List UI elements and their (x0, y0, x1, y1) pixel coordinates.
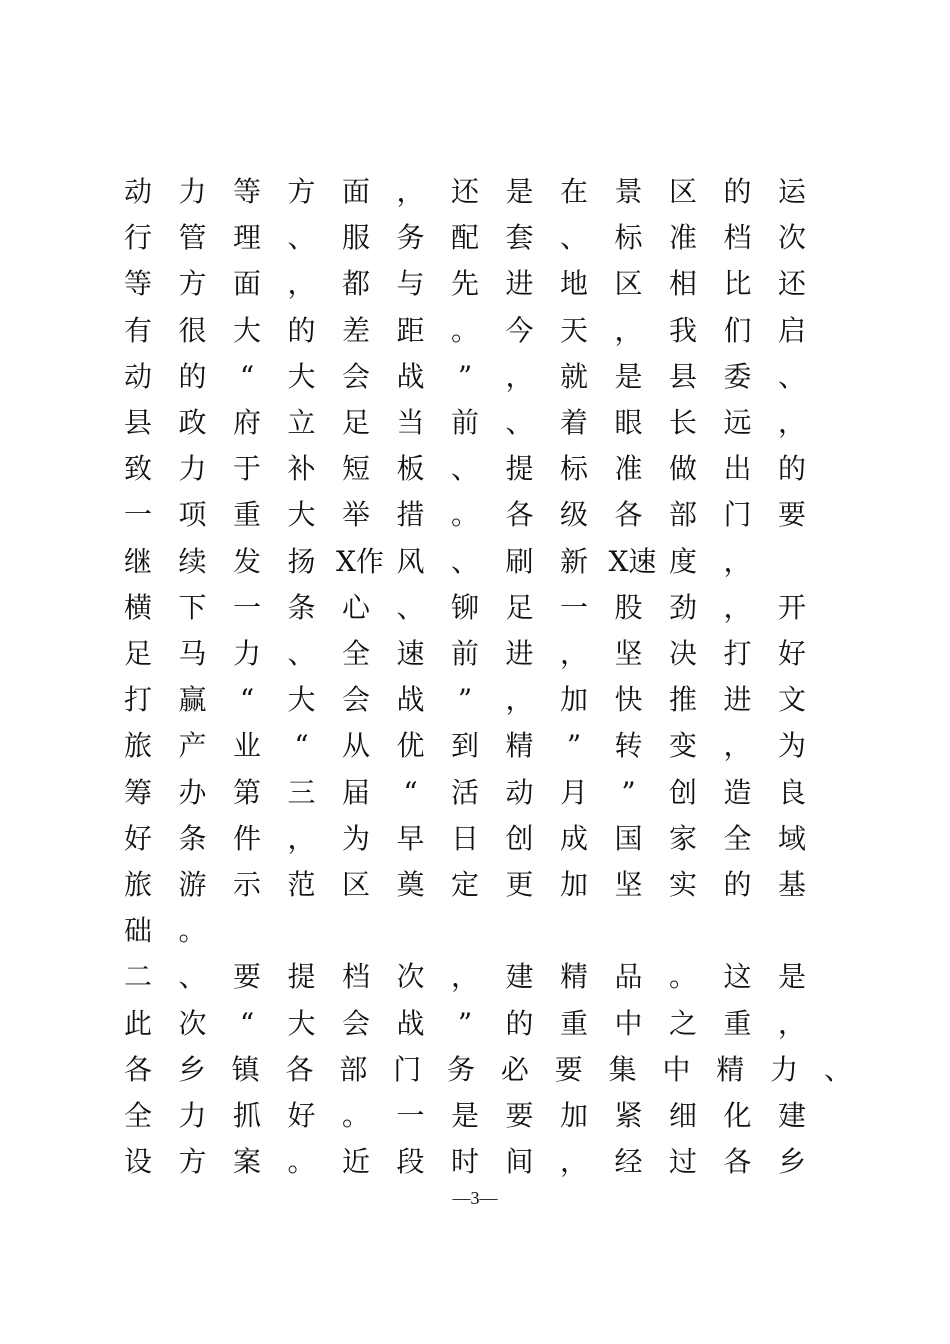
text-glyph: 还 (777, 267, 806, 301)
text-glyph: 次 (178, 1006, 207, 1040)
text-glyph: 景 (614, 175, 643, 208)
text-glyph: 县 (668, 359, 697, 393)
text-glyph: 精 (559, 960, 588, 994)
text-line (0, 1050, 950, 1096)
text-glyph: 要 (554, 1052, 583, 1086)
text-glyph: 横 (123, 590, 152, 624)
text-glyph: 比 (723, 267, 752, 301)
text-glyph: 地 (559, 267, 588, 301)
text-glyph: 家 (668, 821, 697, 855)
text-glyph: 的 (723, 868, 752, 901)
text-glyph: 天 (559, 313, 588, 347)
text-glyph: 标 (559, 452, 588, 486)
text-glyph: 理 (232, 221, 261, 255)
text-glyph: 快 (614, 683, 643, 717)
text-glyph: 、 (396, 590, 425, 624)
text-glyph: 。 (450, 498, 479, 532)
text-glyph: 套 (505, 221, 534, 255)
text-glyph: ， (287, 821, 316, 855)
text-glyph: 此 (123, 1006, 152, 1040)
text-glyph: 过 (668, 1145, 697, 1179)
text-glyph: 活 (450, 775, 479, 809)
text-glyph: 档 (341, 960, 370, 994)
text-glyph: 力 (178, 175, 207, 208)
text-glyph: 扬 (287, 544, 316, 578)
text-glyph: 提 (287, 960, 316, 994)
text-glyph: 各 (723, 1145, 752, 1179)
text-glyph: 铆 (450, 590, 479, 624)
text-glyph: 刷 (505, 544, 534, 578)
text-glyph: 紧 (614, 1099, 643, 1132)
text-glyph: 长 (668, 406, 697, 439)
text-glyph: 经 (614, 1145, 643, 1179)
text-glyph: 各 (505, 498, 534, 532)
text-glyph: 度 (668, 544, 697, 578)
text-glyph: 条 (287, 590, 316, 624)
text-line (0, 957, 950, 1003)
text-glyph: 方 (287, 175, 316, 208)
text-glyph: 乡 (177, 1052, 206, 1086)
text-glyph: ， (505, 683, 534, 717)
text-glyph: 举 (341, 498, 370, 532)
text-glyph: 劲 (668, 590, 697, 624)
text-glyph: 打 (123, 683, 152, 717)
text-glyph: “ (294, 729, 309, 763)
text-glyph: ， (777, 406, 806, 439)
text-glyph: 县 (123, 406, 152, 439)
text-glyph: 的 (505, 1006, 534, 1040)
text-glyph: 旅 (123, 868, 152, 901)
text-glyph: 、 (450, 452, 479, 486)
text-glyph: ， (723, 590, 752, 624)
text-glyph: 战 (396, 359, 425, 393)
text-glyph: 坚 (614, 637, 643, 670)
text-glyph: 方 (178, 1145, 207, 1179)
text-glyph: 着 (559, 406, 588, 439)
text-glyph: “ (403, 775, 418, 809)
text-glyph: “ (239, 1006, 255, 1040)
text-glyph: 大 (287, 498, 316, 532)
text-glyph: 示 (232, 868, 261, 901)
text-glyph: 次 (777, 221, 806, 255)
text-glyph: 发 (232, 544, 261, 578)
text-glyph: 创 (505, 821, 534, 855)
text-glyph: 各 (614, 498, 643, 532)
text-glyph: 相 (668, 267, 697, 301)
text-glyph: 推 (668, 683, 697, 717)
text-glyph: ， (559, 637, 588, 670)
text-glyph: 动 (123, 175, 152, 208)
text-glyph: 部 (668, 498, 697, 532)
text-glyph: ， (450, 960, 479, 994)
text-glyph: 是 (450, 1099, 479, 1132)
text-glyph: ” (621, 775, 636, 809)
text-glyph: 早 (396, 821, 425, 855)
text-glyph: 提 (505, 452, 534, 486)
text-glyph: ， (287, 267, 316, 301)
text-glyph: 造 (723, 775, 752, 809)
text-line (0, 1004, 950, 1050)
text-glyph: 眼 (614, 406, 643, 439)
text-glyph: 出 (723, 452, 752, 486)
text-glyph: 前 (450, 406, 479, 439)
text-glyph: 项 (178, 498, 207, 532)
text-glyph: 抓 (232, 1099, 261, 1132)
text-glyph: 奠 (396, 868, 425, 901)
text-line (0, 773, 950, 819)
text-glyph: 加 (559, 1099, 588, 1132)
text-line (0, 819, 950, 865)
text-glyph: 全 (723, 821, 752, 855)
text-glyph: 启 (777, 313, 806, 347)
text-glyph: 运 (777, 175, 806, 208)
text-glyph: 、 (450, 544, 479, 578)
text-glyph: 是 (614, 359, 643, 393)
text-glyph: 门 (393, 1052, 422, 1086)
text-glyph: 当 (396, 406, 425, 439)
text-glyph: 要 (505, 1099, 534, 1132)
text-glyph: 区 (668, 175, 697, 208)
text-glyph: 。 (668, 960, 697, 994)
text-glyph: 集 (608, 1052, 637, 1086)
text-glyph: 重 (559, 1006, 588, 1040)
text-glyph: 一 (232, 590, 261, 624)
text-glyph: 国 (614, 821, 643, 855)
text-glyph: 重 (723, 1006, 752, 1040)
text-glyph: 日 (450, 821, 479, 855)
text-glyph: 立 (287, 406, 316, 439)
text-glyph: 战 (396, 1006, 425, 1040)
text-line (0, 911, 950, 957)
text-glyph: 成 (559, 821, 588, 855)
text-glyph: 次 (396, 960, 425, 994)
text-glyph: 新 (559, 544, 588, 578)
text-line (0, 1096, 950, 1142)
text-glyph: 件 (232, 821, 261, 855)
text-glyph: 。 (341, 1099, 370, 1132)
text-glyph: 一 (559, 590, 588, 624)
text-line (0, 357, 950, 403)
text-glyph: 区 (341, 868, 370, 901)
text-glyph: 配 (450, 221, 479, 255)
text-glyph: 等 (123, 267, 152, 301)
text-glyph: 致 (123, 452, 152, 486)
text-glyph: 务 (396, 221, 425, 255)
text-glyph: ” (457, 683, 473, 717)
text-glyph: 前 (450, 637, 479, 670)
text-glyph: 门 (723, 498, 752, 532)
text-glyph: 开 (777, 590, 806, 624)
text-glyph: 实 (668, 868, 697, 901)
text-glyph: 创 (668, 775, 697, 809)
text-glyph: 转 (614, 729, 643, 763)
text-glyph: 会 (341, 683, 370, 717)
text-glyph: 的 (178, 359, 207, 393)
text-glyph: 很 (178, 313, 207, 347)
text-glyph: 准 (668, 221, 697, 255)
text-glyph: 。 (287, 1145, 316, 1179)
text-glyph: 准 (614, 452, 643, 486)
text-glyph: 会 (341, 359, 370, 393)
text-glyph: 面 (232, 267, 261, 301)
text-glyph: 精 (505, 729, 534, 763)
text-glyph: 做 (668, 452, 697, 486)
text-glyph: 措 (396, 498, 425, 532)
text-glyph: 、 (559, 221, 588, 255)
text-line (0, 218, 950, 264)
text-line (0, 495, 950, 541)
text-glyph: 良 (777, 775, 806, 809)
text-glyph: 更 (505, 868, 534, 901)
text-glyph: 中 (662, 1052, 691, 1086)
text-glyph: 心 (341, 590, 370, 624)
text-glyph: 月 (559, 775, 588, 809)
text-glyph: 力 (178, 1099, 207, 1132)
text-glyph: 。 (178, 914, 207, 948)
text-glyph: 好 (777, 637, 806, 670)
text-glyph: 续 (178, 544, 207, 578)
text-line (0, 865, 950, 911)
text-line (0, 311, 950, 357)
text-glyph: 于 (232, 452, 261, 486)
text-glyph: 们 (723, 313, 752, 347)
text-glyph: ， (723, 729, 752, 763)
text-glyph: 委 (723, 359, 752, 393)
text-glyph: 条 (178, 821, 207, 855)
text-glyph: 间 (505, 1145, 534, 1179)
text-glyph: 加 (559, 868, 588, 901)
text-glyph: 务 (447, 1052, 476, 1086)
text-glyph: 板 (396, 452, 425, 486)
text-glyph: 距 (396, 313, 425, 347)
text-glyph: 为 (341, 821, 370, 855)
text-glyph: 届 (341, 775, 370, 809)
text-glyph: X作 (336, 544, 384, 578)
text-glyph: 足 (341, 406, 370, 439)
text-glyph: ， (723, 544, 752, 578)
text-glyph: 管 (178, 221, 207, 255)
text-glyph: 一 (396, 1099, 425, 1132)
text-glyph: 差 (341, 313, 370, 347)
text-glyph: 变 (668, 729, 697, 763)
text-glyph: 下 (178, 590, 207, 624)
text-glyph: 力 (178, 452, 207, 486)
text-glyph: 一 (123, 498, 152, 532)
text-glyph: 基 (777, 868, 806, 901)
text-glyph: 化 (723, 1099, 752, 1132)
text-glyph: 档 (723, 221, 752, 255)
text-glyph: 打 (723, 637, 752, 670)
text-glyph: 先 (450, 267, 479, 301)
text-line (0, 588, 950, 634)
text-glyph: 域 (777, 821, 806, 855)
text-glyph: 、 (777, 359, 806, 393)
text-glyph: 镇 (231, 1052, 260, 1086)
text-glyph: 产 (178, 729, 207, 763)
text-line (0, 403, 950, 449)
text-glyph: 好 (287, 1099, 316, 1132)
text-glyph: 段 (396, 1145, 425, 1179)
text-glyph: 战 (396, 683, 425, 717)
text-glyph: 游 (178, 868, 207, 901)
text-glyph: 第 (232, 775, 261, 809)
text-glyph: 有 (123, 313, 152, 347)
text-glyph: 优 (396, 729, 425, 763)
text-glyph: 必 (500, 1052, 529, 1086)
text-glyph: 。 (450, 313, 479, 347)
text-glyph: 精 (716, 1052, 745, 1086)
text-glyph: 风 (396, 544, 425, 578)
text-glyph: 在 (559, 175, 588, 208)
text-glyph: 要 (777, 498, 806, 532)
text-glyph: 决 (668, 637, 697, 670)
text-glyph: 好 (123, 821, 152, 855)
text-glyph: 乡 (777, 1145, 806, 1179)
text-glyph: 旅 (123, 729, 152, 763)
text-glyph: 远 (723, 406, 752, 439)
text-glyph: 今 (505, 313, 534, 347)
text-glyph: 全 (341, 637, 370, 670)
text-glyph: 二 (123, 960, 152, 994)
text-line (0, 680, 950, 726)
text-glyph: 级 (559, 498, 588, 532)
text-glyph: 继 (123, 544, 152, 578)
text-glyph: 之 (668, 1006, 697, 1040)
text-glyph: 案 (232, 1145, 261, 1179)
text-glyph: 的 (777, 452, 806, 486)
text-glyph: 础 (123, 914, 152, 948)
text-glyph: 方 (178, 267, 207, 301)
text-glyph: 区 (614, 267, 643, 301)
text-glyph: 标 (614, 221, 643, 255)
text-glyph: 大 (232, 313, 261, 347)
text-glyph: 我 (668, 313, 697, 347)
text-glyph: 业 (232, 729, 261, 763)
text-glyph: 都 (341, 267, 370, 301)
text-glyph: 范 (287, 868, 316, 901)
text-glyph: 设 (123, 1145, 152, 1179)
text-glyph: 到 (450, 729, 479, 763)
text-glyph: ” (457, 1006, 473, 1040)
text-glyph: 力 (770, 1052, 799, 1086)
text-glyph: 坚 (614, 868, 643, 901)
page-number: —3— (452, 1188, 498, 1208)
text-glyph: 三 (287, 775, 316, 809)
text-glyph: 服 (341, 221, 370, 255)
text-glyph: 足 (123, 637, 152, 670)
text-glyph: “ (239, 683, 255, 717)
text-glyph: 会 (341, 1006, 370, 1040)
text-glyph: 细 (668, 1099, 697, 1132)
text-line (0, 449, 950, 495)
text-glyph: ， (614, 313, 643, 347)
text-glyph: 马 (178, 637, 207, 670)
text-glyph: 为 (777, 729, 806, 763)
text-glyph: 品 (614, 960, 643, 994)
text-glyph: 全 (123, 1099, 152, 1132)
text-glyph: 、 (178, 960, 207, 994)
text-glyph: 股 (614, 590, 643, 624)
text-glyph: 还 (450, 175, 479, 208)
text-glyph: 要 (232, 960, 261, 994)
text-glyph: 定 (450, 868, 479, 901)
text-glyph: 加 (559, 683, 588, 717)
text-glyph: 部 (339, 1052, 368, 1086)
text-glyph: 文 (777, 683, 806, 717)
text-glyph: 动 (505, 775, 534, 809)
text-glyph: 、 (287, 221, 316, 255)
text-glyph: 进 (505, 637, 534, 670)
text-glyph: 进 (723, 683, 752, 717)
text-glyph: 赢 (178, 683, 207, 717)
text-glyph: 、 (823, 1052, 852, 1086)
text-glyph: “ (239, 359, 255, 393)
text-line (0, 726, 950, 772)
text-glyph: 建 (777, 1099, 806, 1132)
text-glyph: 就 (559, 359, 588, 393)
text-glyph: 、 (287, 637, 316, 670)
text-glyph: 力 (232, 637, 261, 670)
text-glyph: 办 (178, 775, 207, 809)
text-glyph: 短 (341, 452, 370, 486)
text-glyph: 等 (232, 175, 261, 208)
text-glyph: 进 (505, 267, 534, 301)
text-glyph: ， (396, 175, 425, 208)
text-glyph: ” (457, 359, 473, 393)
text-glyph: 筹 (123, 775, 152, 809)
text-glyph: 大 (287, 1006, 316, 1040)
text-glyph: 补 (287, 452, 316, 486)
text-glyph: ， (559, 1145, 588, 1179)
text-glyph: ， (505, 359, 534, 393)
text-line (0, 542, 950, 588)
text-line (0, 1142, 950, 1188)
text-glyph: 与 (396, 267, 425, 301)
text-glyph: 的 (287, 313, 316, 347)
text-glyph: 是 (505, 175, 534, 208)
text-glyph: 大 (287, 359, 316, 393)
text-glyph: ， (777, 1006, 806, 1040)
text-glyph: 行 (123, 221, 152, 255)
text-line (0, 634, 950, 680)
text-glyph: 政 (178, 406, 207, 439)
text-glyph: 面 (341, 175, 370, 208)
text-glyph: 中 (614, 1006, 643, 1040)
text-glyph: 速 (396, 637, 425, 670)
text-glyph: 动 (123, 359, 152, 393)
text-glyph: 、 (505, 406, 534, 439)
text-glyph: 时 (450, 1145, 479, 1179)
text-glyph: 建 (505, 960, 534, 994)
text-glyph: 各 (285, 1052, 314, 1086)
text-glyph: 大 (287, 683, 316, 717)
text-glyph: X速 (608, 544, 657, 578)
text-glyph: 近 (341, 1145, 370, 1179)
text-line (0, 172, 950, 218)
text-glyph: 这 (723, 960, 752, 994)
text-line (0, 264, 950, 310)
text-glyph: 足 (505, 590, 534, 624)
text-glyph: 府 (232, 406, 261, 439)
text-glyph: 的 (723, 175, 752, 208)
text-glyph: 是 (777, 960, 806, 994)
text-glyph: 重 (232, 498, 261, 532)
text-glyph: ” (566, 729, 582, 763)
text-glyph: 从 (341, 729, 370, 763)
text-glyph: 各 (123, 1052, 152, 1086)
